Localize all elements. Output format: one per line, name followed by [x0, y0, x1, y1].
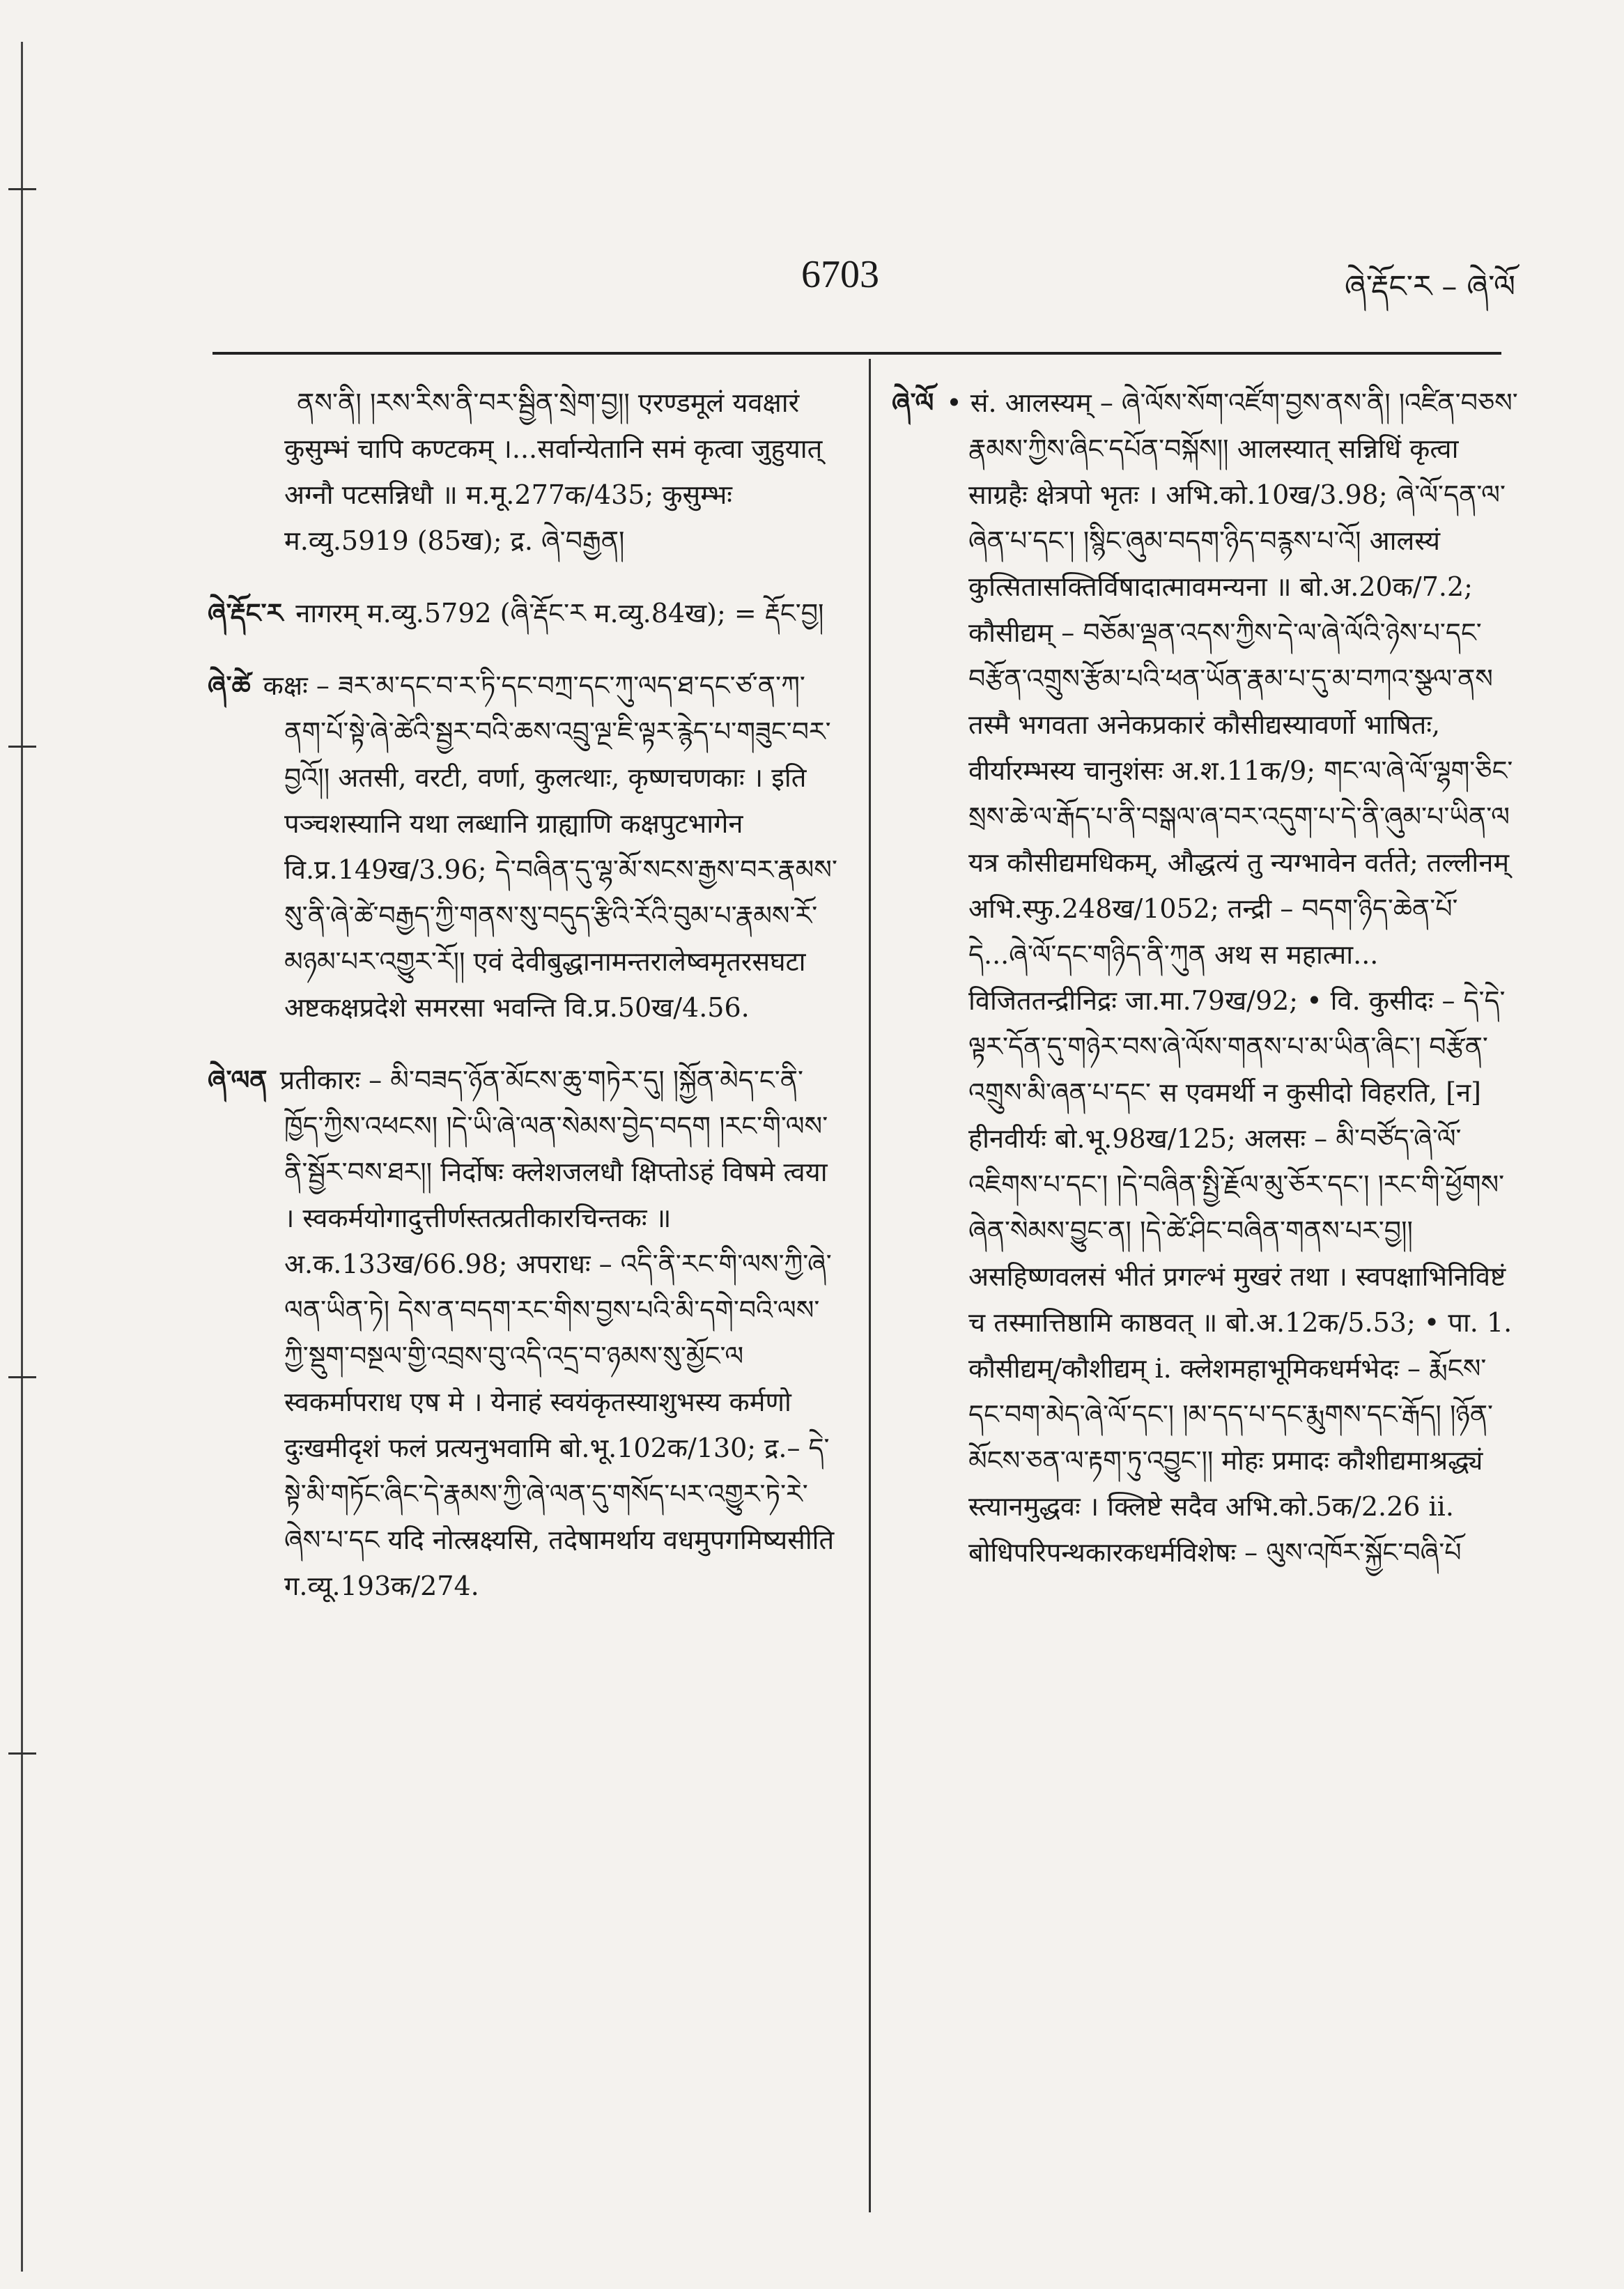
entry-headword: ཞེ་ལོ: [892, 387, 934, 418]
entry-text: ནས་ནི། །རས་རིས་ནི་བར་སྦྱིན་སྲེག་བྱ།། एरण्डमूलं यवक्षारं कुसुम्भं चापि कण्टकम् ।...सर्वान्येतानि समं कृत्वा जुहुयात् अग्नौ पटसन्निधौ ॥ म.मू.277क/435; कुसुम्भः म.व्यु.5919 (85ख); द्र. ཞེ་བརྒྱན།: [284, 387, 823, 556]
scan-edge: [21, 42, 27, 2272]
dictionary-entry: [208, 663, 838, 1031]
entry-text: नागरम् म.व्यु.5792 (ཞི་རྡོང་ར म.व्यु.84ख); = རྡོང་བྱ།: [295, 598, 824, 629]
dictionary-entry: [208, 1057, 838, 1609]
entry-headword: ཞེ་ལན: [208, 1064, 268, 1095]
scan-mark: [8, 1376, 36, 1378]
entry-text: प्रतीकारः – མི་བཟད་ཉོན་མོངས་ཆུ་གཏེར་དུ། །སྐྱོན་མེད་ང་ནི་ཁྱོད་ཀྱིས་འཕངས། །དེ་ཡི་ཞེ་ལན་སེམས་བྱེད་བདག །རང་གི་ལས་ནི་སྦྱོར་བས་ཐར།། निर्दोषः क्लेशजलधौ क्षिप्तोऽहं विषमे त्वया । स्वकर्मयोगादुत्तीर्णस्तत्प्रतीकारचिन्तकः ॥ अ.क.133ख/66.98; अपराधः – འདི་ནི་རང་གི་ལས་ཀྱི་ཞེ་ལན་ཡིན་ཏེ། དེས་ན་བདག་རང་གིས་བྱས་པའི་མི་དགེ་བའི་ལས་ཀྱི་སྡུག་བསྔལ་གྱི་འབྲས་བུ་འདི་འདྲ་བ་ཉམས་སུ་མྱོང་ལ स्वकर्मापराध एष मे । येनाहं स्वयंकृतस्याशुभस्य कर्मणो दुःखमीदृशं फलं प्रत्यनुभवामि बो.भू.102क/130; द्र.– དེ་སྟེ་མི་གཏོང་ཞིང་དེ་རྣམས་ཀྱི་ཞེ་ལན་དུ་གསོད་པར་འགྱུར་ཏེ་རེ་ཞེས་པ་དང यदि नोत्स्रक्ष्यसि, तदेषामर्थाय वधमुपगमिष्यसीति ग.व्यू.193क/274.: [279, 1065, 835, 1601]
page-number: 6703: [801, 253, 879, 296]
scan-mark: [8, 746, 36, 748]
scan-mark: [8, 1752, 36, 1755]
scan-mark: [8, 188, 36, 190]
dictionary-entry: [208, 380, 838, 564]
entry-text: • सं. आलस्यम् – ཞེ་ལོས་སོག་འཛོག་བྱས་ནས་ནི། །འཛིན་བཅས་རྣམས་ཀྱིས་ཞིང་དཔོན་བསྐོས།། आलस्यात् सन्निधिं कृत्वा साग्रहैः क्षेत्रपो भृतः । अभि.को.10ख/3.98; ཞེ་ལོ་དན་ལ་ཞེན་པ་དང་། །སྙིང་ཞུམ་བདག་ཉིད་བརྙས་པ་འོ། आलस्यं कुत्सितासक्तिर्विषादात्मावमन्यना ॥ बो.अ.20क/7.2; कौसीद्यम् – བཅོམ་ལྡན་འདས་ཀྱིས་དེ་ལ་ཞེ་ལོའི་ཉེས་པ་དང་བརྩོན་འགྲུས་རྩོམ་པའི་ཕན་ཡོན་རྣམ་པ་དུ་མ་བཀའ་སྩལ་ནས तस्मै भगवता अनेकप्रकारं कौसीद्यस्यावर्णो भाषितः, वीर्यारम्भस्य चानुशंसः अ.श.11क/9; གང་ལ་ཞེ་ལོ་ལྷག་ཅིང་སྲས་ཆེ་ལ་རྒོད་པ་ནི་བསྒལ་ཞ་བར་འདུག་པ་དེ་ནི་ཞུམ་པ་ཡིན་ལ यत्र कौसीद्यमधिकम्, औद्धत्यं तु न्यग्भावेन वर्तते; तल्लीनम् अभि.स्फु.248ख/1052; तन्द्री – བདག་ཉིད་ཆེན་པོ་དེ...ཞེ་ལོ་དང་གཉིད་ནི་ཀུན अथ स महात्मा... विजिततन्द्रीनिद्रः जा.मा.79ख/92; • वि. कुसीदः – དེ་དེ་ལྟར་དོན་དུ་གཉེར་བས་ཞེ་ལོས་གནས་པ་མ་ཡིན་ཞིང་། བརྩོན་འགྲུས་མི་ཞན་པ་དང་ स एवमर्थी न कुसीदो विहरति, [न] हीनवीर्यः बो.भू.98ख/125; अलसः – མི་བཙོད་ཞེ་ལོ་འཇིགས་པ་དང་། །དེ་བཞིན་སྤྱི་རྗོལ་མུ་ཅོར་དང་། །རང་གི་ཕྱོགས་ཞེན་སེམས་བྱུང་ན། །དེ་ཚེ་ཤིང་བཞིན་གནས་པར་བྱ།། असहिष्णवलसं भीतं प्रगल्भं मुखरं तथा । स्वपक्षाभिनिविष्टं च तस्मात्तिष्ठामि काष्ठवत् ॥ बो.अ.12क/5.53; • पा. 1. कौसीद्यम्/कौशीद्यम् i. क्लेशमहाभूमिकधर्मभेदः – རྨོངས་དང་བག་མེད་ཞེ་ལོ་དང་། །མ་དད་པ་དང་རྨུགས་དང་རྒོད། །ཉོན་མོངས་ཅན་ལ་རྟག་ཏུ་འབྱུང་།། मोहः प्रमादः कौशीद्यमाश्रद्ध्यं स्त्यानमुद्धवः । क्लिष्टे सदैव अभि.को.5क/2.26 ii. बोधिपरिपन्थकारकधर्मविशेषः – ལུས་འཁོར་སྐྱོང་བཞི་པོ: [946, 387, 1518, 1568]
dictionary-entry: [892, 380, 1519, 1575]
left-column: [208, 380, 838, 1635]
entry-text: कक्षः – ཟར་མ་དང་བ་ར་ཏི་དང་བཀྲ་དང་ཀུ་ལད་ཐ་དང་ཙ་ན་ཀ་ནག་པོ་སྟེ་ཞེ་ཚེའི་སྦྱར་བའི་ཆས་འབྲུ་ལྔ་ཇི་ལྟར་རྙེད་པ་གཟུང་བར་བྱའོ།། अतसी, वरटी, वर्णा, कुलत्थाः, कृष्णचणकाः । इति पञ्चशस्यानि यथा लब्धानि ग्राह्याणि कक्षपुटभागेन वि.प्र.149ख/3.96; དེ་བཞིན་དུ་ལྷ་མོ་སངས་རྒྱས་བར་རྣམས་སུ་ནི་ཞེ་ཚེ་བརྒྱད་ཀྱི་གནས་སུ་བདུད་རྩིའི་རོའི་བུམ་པ་རྣམས་རོ་མཉམ་པར་འགྱུར་རོ།། एवं देवीबुद्धानामन्तरालेष्वमृतरसघटा अष्टकक्षप्रदेशे समरसा भवन्ति वि.प्र.50ख/4.56.: [263, 670, 837, 1023]
entry-headword: ཞེ་རྡོང་ར: [208, 597, 284, 629]
dictionary-entry: [208, 590, 838, 636]
header-rule: [212, 352, 1501, 355]
running-head: ཞེ་རྡོང་ར – ཞེ་ལོ: [1345, 269, 1516, 305]
entry-headword: ཞེ་ཚེ: [208, 670, 251, 701]
column-divider: [869, 359, 871, 2212]
right-column: [892, 380, 1519, 1602]
